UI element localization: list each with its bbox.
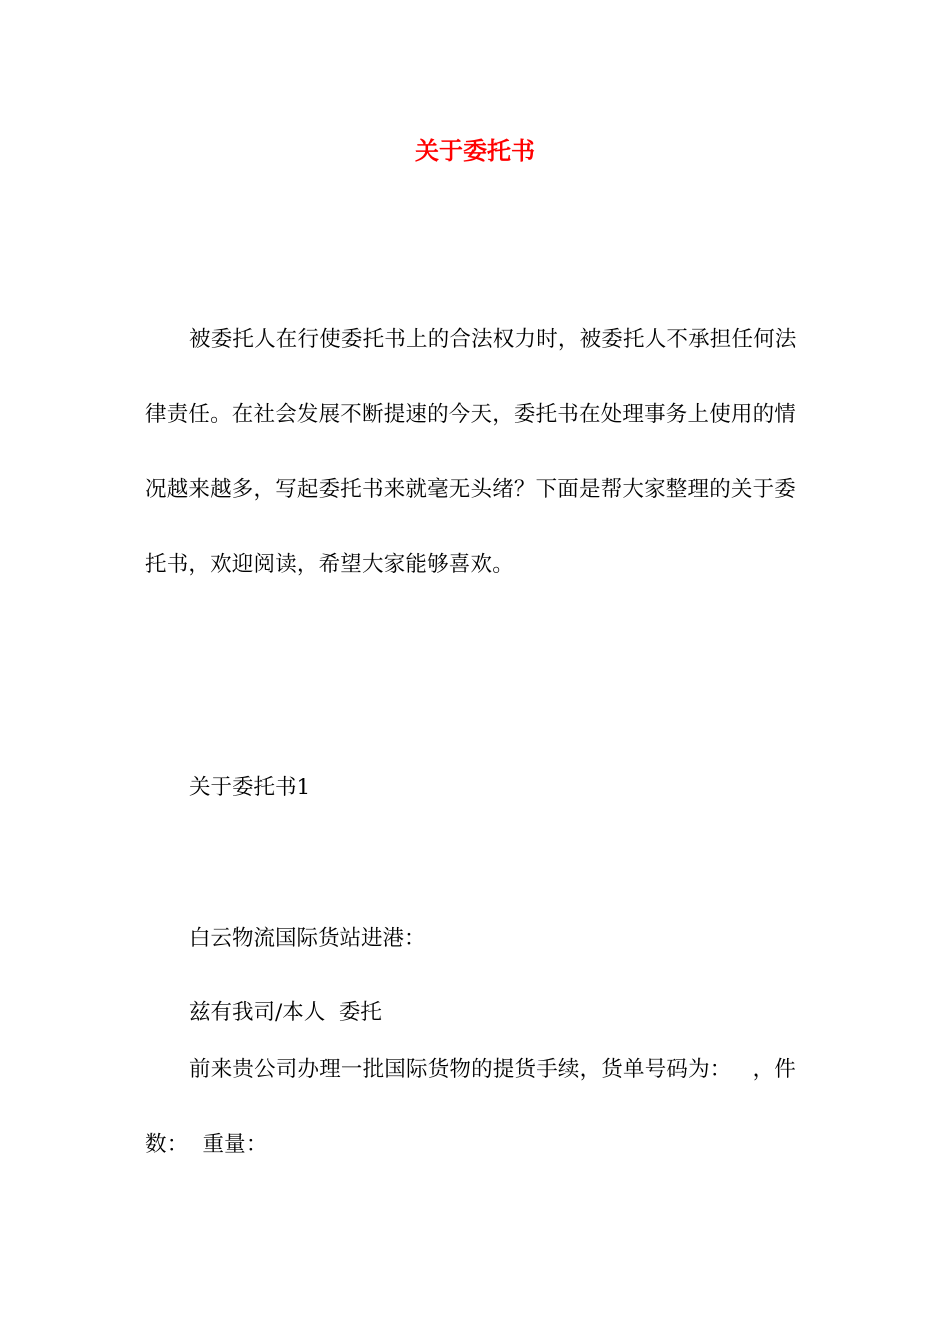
section-heading: 关于委托书1: [189, 775, 311, 800]
body-paragraph: 前来贵公司办理一批国际货物的提货手续，货单号码为： ，件数： 重量：: [145, 1057, 797, 1157]
intro-paragraph: 被委托人在行使委托书上的合法权力时，被委托人不承担任何法律责任。在社会发展不断提速的今天，委托书在处理事务上使用的情况越来越多，写起委托书来就毫无头绪？下面是帮大家整理的关于委托书，欢迎阅读，希望大家能够喜欢。: [145, 327, 797, 577]
entrust-line: 兹有我司/本人 委托: [189, 1000, 382, 1025]
addressee-line: 白云物流国际货站进港：: [189, 926, 426, 951]
document-title: 关于委托书: [415, 137, 535, 165]
